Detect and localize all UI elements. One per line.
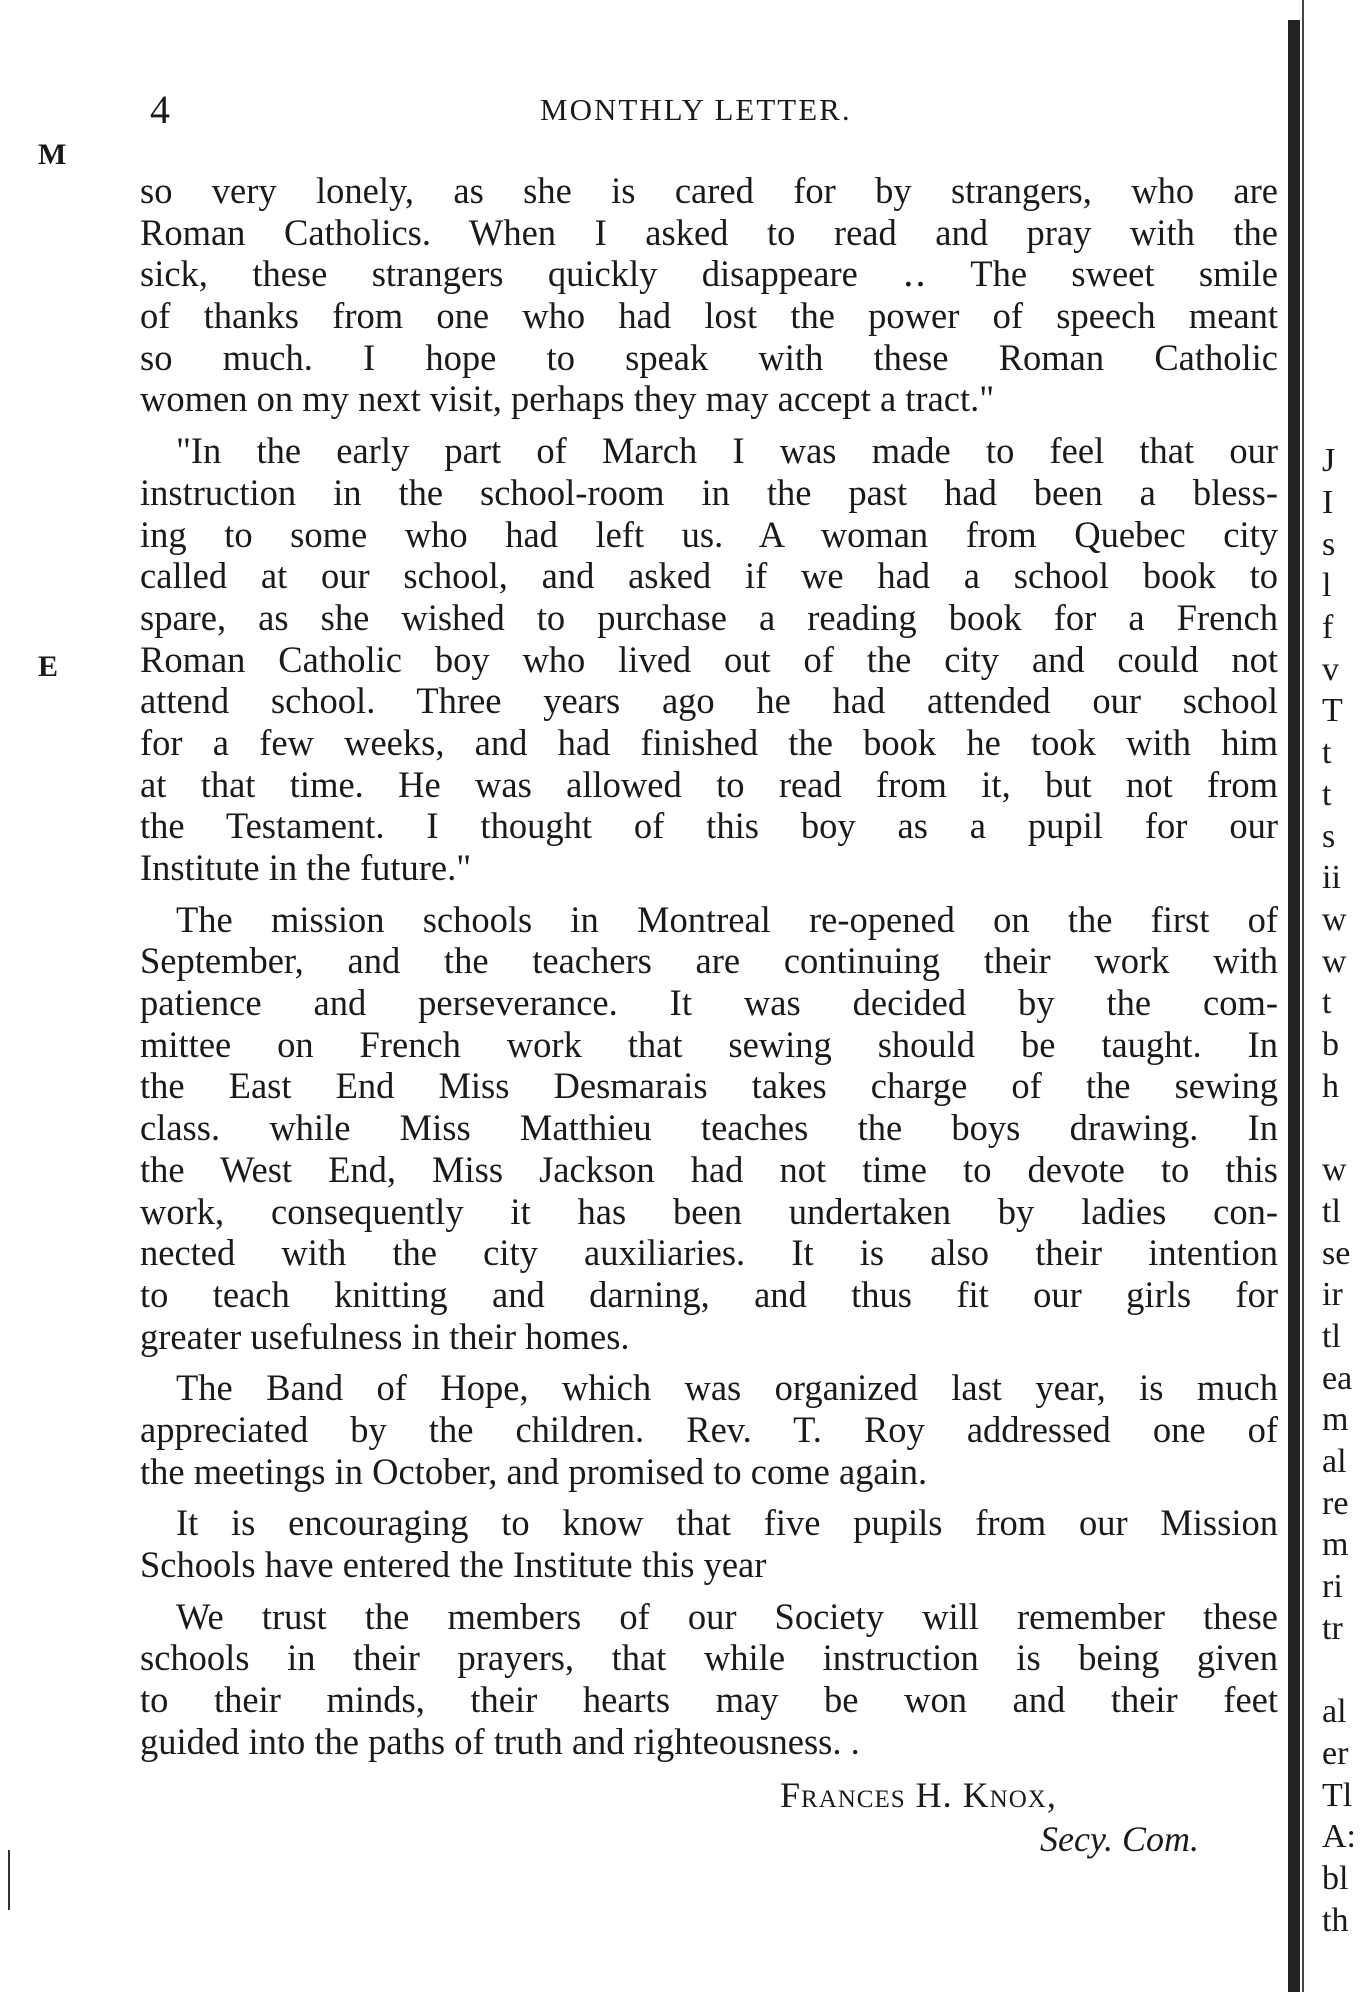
text-line: We trust the members of our Society will remember these xyxy=(176,1595,1278,1637)
text-line: "In the early part of March I was made to feel that our xyxy=(176,430,1278,472)
text-line: the meetings in October, and promised to come again. xyxy=(140,1450,928,1492)
text-line: called at our school, and asked if we had a school book to xyxy=(140,555,1278,597)
facing-page-fragment: w xyxy=(1322,942,1347,980)
facing-page-fragment: ea xyxy=(1322,1359,1353,1397)
text-line: at that time. He was allowed to read from it, but not from xyxy=(140,763,1278,805)
facing-page-fragment: s xyxy=(1322,817,1336,855)
facing-page-fragment: m xyxy=(1322,1401,1349,1439)
facing-page-fragment: s xyxy=(1322,525,1336,563)
facing-page-fragment: tl xyxy=(1322,1317,1341,1355)
text-line: to their minds, their hearts may be won and their feet xyxy=(140,1679,1278,1721)
paragraph xyxy=(140,170,1278,420)
letter-body xyxy=(140,170,1278,1762)
text-line: spare, as she wished to purchase a reading book for a French xyxy=(140,596,1278,638)
text-line: Schools have entered the Institute this year xyxy=(140,1544,767,1585)
paragraph xyxy=(140,1367,1278,1492)
signature-name: Frances H. Knox, xyxy=(780,1775,1057,1815)
text-line: appreciated by the children. Rev. T. Roy addressed one of xyxy=(140,1408,1278,1450)
text-line: Institute in the future." xyxy=(140,847,472,888)
text-line: sick, these strangers quickly disappeare ‥ The sweet smile xyxy=(140,253,1278,295)
facing-page-fragment: re xyxy=(1322,1484,1349,1522)
facing-page-fragment: w xyxy=(1322,1151,1347,1189)
facing-page-fragment: T xyxy=(1322,692,1343,730)
text-line: Roman Catholics. When I asked to read and pray with the xyxy=(140,211,1278,253)
text-line: Roman Catholic boy who lived out of the city and could not xyxy=(140,638,1278,680)
paragraph xyxy=(140,899,1278,1358)
facing-page-fragment: ri xyxy=(1322,1568,1343,1606)
facing-page-fragment: v xyxy=(1322,650,1339,688)
text-line: guided into the paths of truth and righteousness. . xyxy=(140,1720,860,1762)
text-line: to teach knitting and darning, and thus fit our girls for xyxy=(140,1273,1278,1315)
paragraph xyxy=(140,1596,1278,1763)
text-line: The Band of Hope, which was organized last year, is much xyxy=(176,1367,1278,1409)
facing-page-fragment: w xyxy=(1322,900,1347,938)
text-line: women on my next visit, perhaps they may accept a tract." xyxy=(140,378,995,420)
text-line: nected with the city auxiliaries. It is also their intention xyxy=(140,1232,1278,1274)
binding-edge xyxy=(1288,20,1300,1992)
facing-page-fragment: er xyxy=(1322,1734,1349,1772)
facing-page-fragment: th xyxy=(1322,1901,1349,1939)
facing-page-fragment: t xyxy=(1322,775,1332,813)
text-line: ing to some who had left us. A woman from Quebec city xyxy=(140,513,1278,555)
facing-page-fragment: h xyxy=(1322,1067,1339,1105)
text-line: of thanks from one who had lost the power of speech meant xyxy=(140,295,1278,337)
facing-page-fragment: J xyxy=(1322,442,1336,480)
text-line: work, consequently it has been undertaken by ladies con- xyxy=(140,1190,1278,1232)
binding-rule xyxy=(1302,0,1304,1992)
text-line: the East End Miss Desmarais takes charge of the sewing xyxy=(140,1065,1278,1107)
facing-page-fragment: tr xyxy=(1322,1609,1343,1647)
facing-page-fragment: A: xyxy=(1322,1818,1356,1856)
facing-page-fragment: al xyxy=(1322,1693,1347,1731)
page-number: 4 xyxy=(150,87,170,132)
facing-page-fragment: b xyxy=(1322,1026,1339,1063)
facing-page-fragment: al xyxy=(1322,1443,1347,1480)
text-line: so much. I hope to speak with these Roman Catholic xyxy=(140,336,1278,378)
text-line: attend school. Three years ago he had attended our school xyxy=(140,680,1278,722)
text-line: the West End, Miss Jackson had not time to devote to this xyxy=(140,1148,1278,1190)
left-margin-mark-top: M xyxy=(38,138,67,171)
facing-page-fragment: bl xyxy=(1322,1860,1349,1897)
facing-page-fragment: Tl xyxy=(1322,1776,1353,1814)
facing-page-fragment: l xyxy=(1322,567,1332,605)
text-line: class. while Miss Matthieu teaches the boys drawing. In xyxy=(140,1107,1278,1149)
facing-page-fragment: ii xyxy=(1322,859,1341,897)
paragraph xyxy=(140,430,1278,889)
left-margin-mark-middle: E xyxy=(38,650,59,683)
facing-page-fragment: f xyxy=(1322,609,1334,646)
text-line: schools in their prayers, that while instruction is being given xyxy=(140,1637,1278,1679)
text-line: It is encouraging to know that five pupils from our Mission xyxy=(176,1502,1278,1544)
facing-page-fragment: ir xyxy=(1322,1276,1343,1314)
facing-page-fragment: t xyxy=(1322,984,1332,1022)
paragraph xyxy=(140,1502,1278,1585)
facing-page-fragment: se xyxy=(1322,1234,1351,1272)
facing-page-fragment: I xyxy=(1322,483,1334,521)
text-line: The mission schools in Montreal re-opened on the first of xyxy=(176,898,1278,940)
scan-mark xyxy=(8,1850,10,1910)
signature-title: Secy. Com. xyxy=(1040,1819,1199,1859)
text-line: mittee on French work that sewing should be taught. In xyxy=(140,1023,1278,1065)
facing-page-fragment: tl xyxy=(1322,1192,1341,1230)
text-line: patience and perseverance. It was decided by the com- xyxy=(140,982,1278,1024)
running-title: MONTHLY LETTER. xyxy=(540,92,852,127)
text-line: greater usefulness in their homes. xyxy=(140,1315,630,1357)
text-line: instruction in the school-room in the past had been a bless- xyxy=(140,471,1278,513)
text-line: September, and the teachers are continuing their work with xyxy=(140,940,1278,982)
facing-page-fragment: t xyxy=(1322,734,1332,772)
text-line: the Testament. I thought of this boy as a pupil for our xyxy=(140,805,1278,847)
facing-page-fragment: m xyxy=(1322,1526,1349,1564)
text-line: so very lonely, as she is cared for by strangers, who are xyxy=(140,170,1278,211)
text-line: for a few weeks, and had finished the book he took with him xyxy=(140,721,1278,763)
